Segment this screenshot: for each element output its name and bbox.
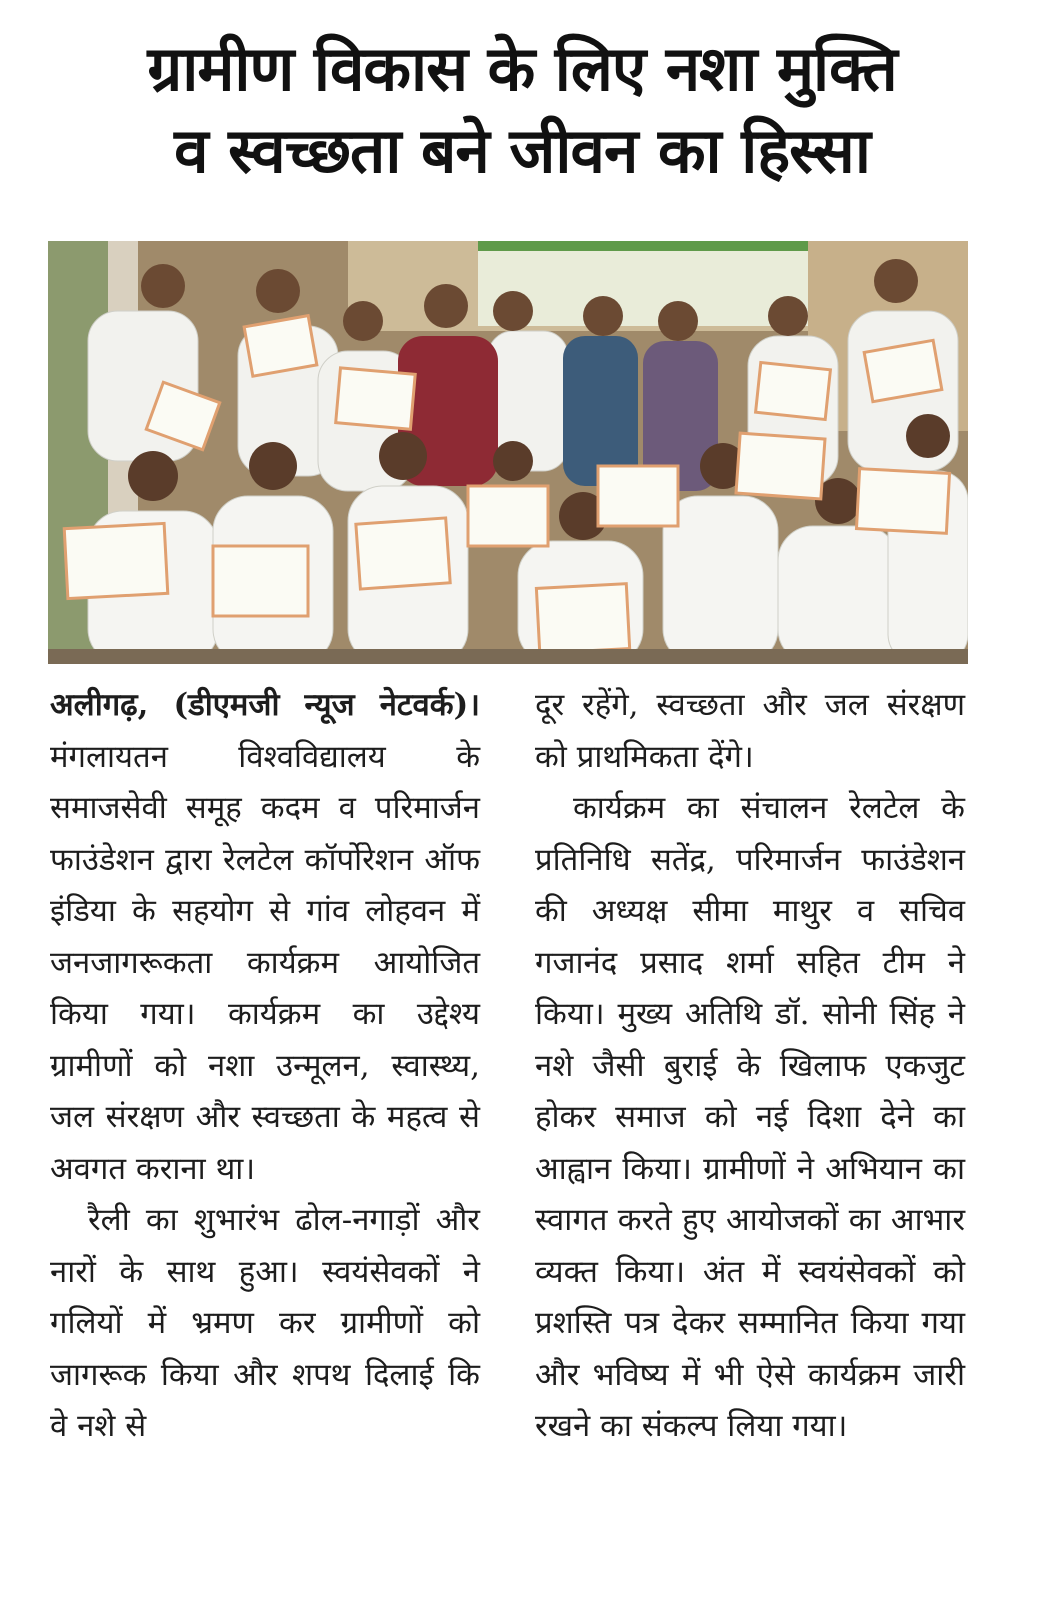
- headline: [20, 28, 1024, 192]
- headline-line-1: ग्रामीण विकास के लिए नशा मुक्ति: [147, 32, 897, 105]
- article-para-3: कार्यक्रम का संचालन रेलटेल के प्रतिनिधि सतेंद्र, परिमार्जन फाउंडेशन की अध्यक्ष सीमा माथुर व सचिव गजानंद प्रसाद शर्मा सहित टीम ने किया। मुख्य अतिथि डॉ. सोनी सिंह ने नशे जैसी बुराई के खिलाफ एकजुट होकर समाज को नई दिशा देने का आह्वान किया। ग्रामीणों ने अभियान का स्वागत करते हुए आयोजकों का आभार व्यक्त किया। अंत में स्वयंसेवकों को प्रशस्ति पत्र देकर सम्मानित किया गया और भविष्य में भी ऐसे कार्यक्रम जारी रखने का संकल्प लिया गया।: [535, 790, 965, 1444]
- dateline: अलीगढ़, (डीएमजी न्यूज नेटवर्क)।: [50, 687, 480, 723]
- para-1-text: मंगलायतन विश्वविद्यालय के समाजसेवी समूह कदम व परिमार्जन फाउंडेशन द्वारा रेलटेल कॉर्पोरेशन ऑफ इंडिया के सहयोग से गांव लोहवन में जनजागरूकता कार्यक्रम आयोजित किया गया। कार्यक्रम का उद्देश्य ग्रामीणों को नशा उन्मूलन, स्वास्थ्य, जल संरक्षण और स्वच्छता के महत्व से अवगत कराना था।: [50, 738, 480, 1187]
- article-column-left: [50, 680, 480, 1453]
- group-photo: [48, 241, 968, 664]
- article-para-2-continued: दूर रहेंगे, स्वच्छता और जल संरक्षण को प्राथमिकता देंगे।: [535, 687, 965, 775]
- headline-line-2: व स्वच्छता बने जीवन का हिस्सा: [174, 114, 870, 187]
- article-para-2: रैली का शुभारंभ ढोल-नगाड़ों और नारों के साथ हुआ। स्वयंसेवकों ने गलियों में भ्रमण कर ग्रामीणों को जागरूक किया और शपथ दिलाई कि वे नशे से: [50, 1202, 480, 1444]
- group-photo-image: [48, 241, 968, 664]
- article-column-right: [535, 680, 965, 1453]
- article-para-1: [50, 680, 480, 1195]
